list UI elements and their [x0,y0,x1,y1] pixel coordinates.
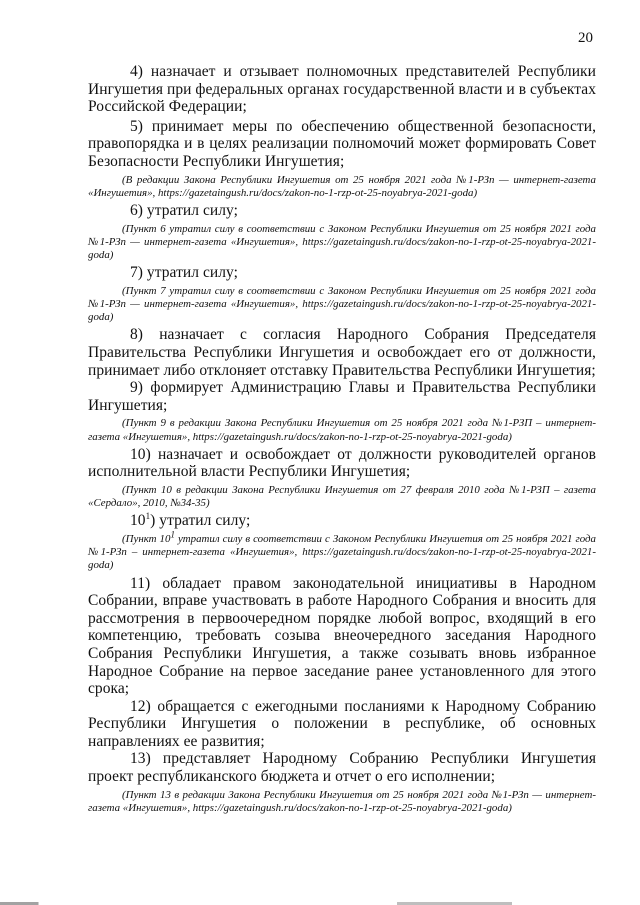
page-number: 20 [578,30,593,46]
superscript: 1 [145,511,151,522]
amendment-note: (Пункт 6 утратил силу в соответствии с Законом Республики Ингушетия от 25 ноября 2021 года №1-РЗп — интернет-газета «Ингушетия», https://gazetaingush.ru/docs/zakon-no-1-rzp-ot-25-noyabrya-2021-goda) [88,222,596,261]
paragraph: 11) обладает правом законодательной инициативы в Народном Собрании, вправе участвовать в работе Народного Собрания и вносить для рассмотрения в первоочередном порядке любой вопрос, входящий в его компетенцию, требовать созыва внеочередного заседания Народного Собрания Республики Ингушетия, а также созывать вновь избранное Народное Собрание на первое заседание ранее установленного для этого срока; [88,574,596,698]
paragraph: 13) представляет Народному Собранию Республики Ингушетия проект республиканского бюджета и отчет о его исполнении; [88,750,596,786]
document-body [88,63,596,817]
paragraph: 9) формирует Администрацию Главы и Правительства Республики Ингушетия; [88,379,596,414]
note-text: утратил силу в соответствии с Законом Республики Ингушетия от 25 ноября 2021 года №1-РЗп – интернет-газета «Ингушетия», https://gazetaingush.ru/docs/zakon-no-1-rzp-ot-25-noyabrya-2021-goda) [88,532,596,572]
paragraph: 5) принимает меры по обеспечению общественной безопасности, правопорядка и в целях реализации полномочий может формировать Совет Безопасности Республики Ингушетия; [88,117,596,170]
amendment-note: (Пункт 9 в редакции Закона Республики Ингушетия от 25 ноября 2021 года №1-РЗП – интернет-газета «Ингушетия», https://gazetaingush.ru/docs/zakon-no-1-rzp-ot-25-noyabrya-2021-goda) [88,417,596,443]
amendment-note: (Пункт 13 в редакции Закона Республики Ингушетия от 25 ноября 2021 года №1-РЗп — интернет-газета «Ингушетия», https://gazetaingush.ru/docs/zakon-no-1-rzp-ot-25-noyabrya-2021-goda) [88,788,596,814]
paragraph: 8) назначает с согласия Народного Собрания Председателя Правительства Республики Ингушетия и освобождает его от должности, принимает либо отклоняет отставку Правительства Республики Ингушетия; [88,326,596,379]
paragraph-number: 10 [130,512,146,530]
amendment-note: (В редакции Закона Республики Ингушетия от 25 ноября 2021 года №1-РЗп — интернет-газета «Ингушетия», https://gazetaingush.ru/docs/zakon-no-1-rzp-ot-25-noyabrya-2021-goda) [88,173,596,199]
amendment-note: (Пункт 7 утратил силу в соответствии с Законом Республики Ингушетия от 25 ноября 2021 года №1-РЗп — интернет-газета «Ингушетия», https://gazetaingush.ru/docs/zakon-no-1-rzp-ot-25-noyabrya-2021-goda) [88,284,596,324]
paragraph: 6) утратил силу; [130,201,238,219]
paragraph [88,512,596,530]
paragraph: 12) обращается с ежегодными посланиями к Народному Собранию Республики Ингушетия о положении в республике, об основных направлениях ее развития; [88,697,596,750]
paragraph-text: ) утратил силу; [150,512,251,530]
paragraph: 7) утратил силу; [130,264,238,282]
paragraph: 10) назначает и освобождает от должности руководителей органов исполнительной власти Республики Ингушетия; [88,445,596,481]
paragraph: 4) назначает и отзывает полномочных представителей Республики Ингушетия при федеральных органах государственной власти и в субъектах Российской Федерации; [88,63,596,116]
note-lead: (Пункт 10 [122,532,171,545]
amendment-note [88,529,596,573]
superscript: 1 [170,529,175,540]
amendment-note: (Пункт 10 в редакции Закона Республики Ингушетия от 27 февраля 2010 года №1-РЗП – газета «Сердало», 2010, №34-35) [88,483,596,510]
